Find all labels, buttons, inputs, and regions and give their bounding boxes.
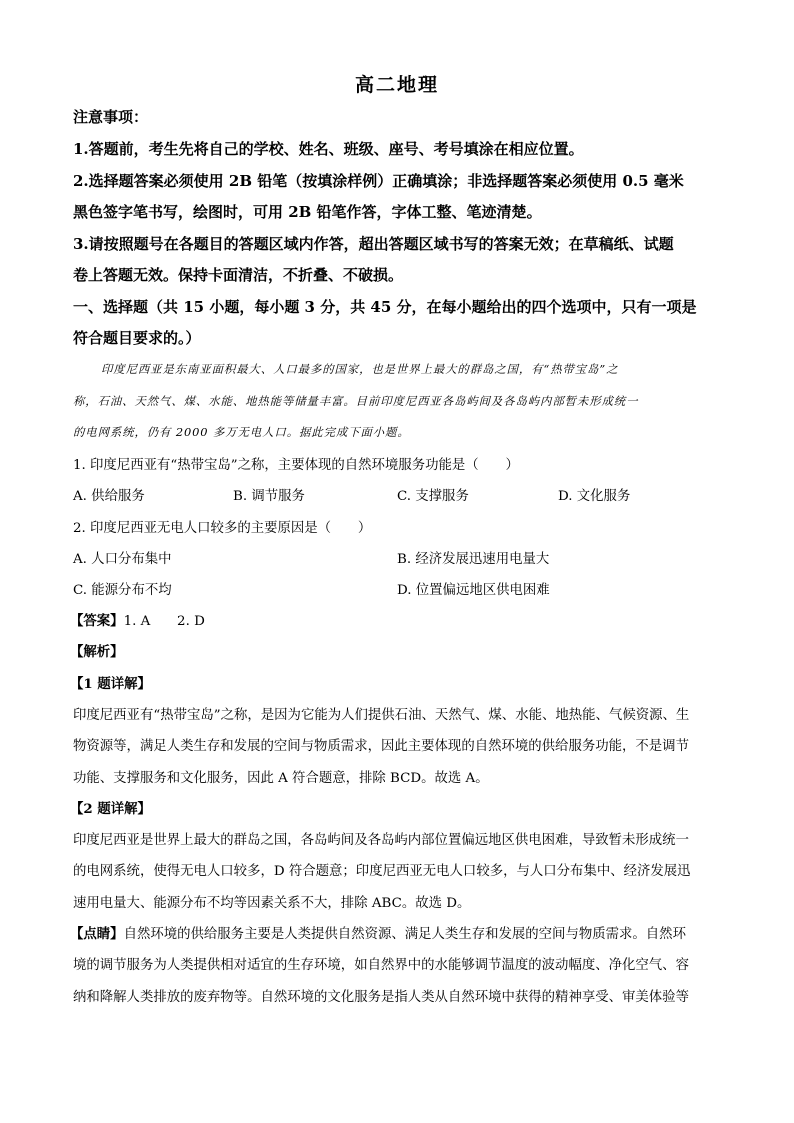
detail-2-label: 【2 题详解】 [70, 801, 151, 817]
pointer-line-3: 纳和降解人类排放的废弃物等。自然环境的文化服务是指人类从自然环境中获得的精神享受、审美体验等 [73, 990, 689, 1005]
q1-option-b: B. 调节服务 [233, 489, 305, 504]
detail-2-line-3: 速用电量大、能源分布不均等因素关系不大，排除 ABC。故选 D。 [73, 896, 471, 911]
q1-option-d: D. 文化服务 [558, 489, 631, 504]
notice-item-1: 1.答题前，考生先将自己的学校、姓名、班级、座号、考号填涂在相应位置。 [73, 140, 584, 158]
notice-item-2-cont: 黑色签字笔书写，绘图时，可用 2B 铅笔作答，字体工整、笔迹清楚。 [73, 203, 542, 221]
passage-line-2: 称，石油、天然气、煤、水能、地热能等储量丰富。目前印度尼西亚各岛屿间及各岛屿内部暂未形成统一 [73, 394, 639, 408]
q1-option-a: A. 供给服务 [73, 489, 145, 504]
page-title: 高二地理 [354, 74, 439, 96]
q1-option-c: C. 支撑服务 [397, 489, 469, 504]
notice-heading: 注意事项： [73, 108, 149, 126]
passage-line-1: 印度尼西亚是东南亚面积最大、人口最多的国家，也是世界上最大的群岛之国，有“热带宝岛”之 [101, 362, 619, 376]
q2-option-d: D. 位置偏远地区供电困难 [397, 583, 550, 598]
pointer-label: 【点睛】 [70, 926, 124, 942]
answer-label: 【答案】 [70, 613, 124, 629]
question-1-stem: 1. 印度尼西亚有“热带宝岛”之称，主要体现的自然环境服务功能是（ ） [73, 458, 519, 473]
q2-option-a: A. 人口分布集中 [73, 552, 172, 567]
detail-1-line-1: 印度尼西亚有“热带宝岛”之称，是因为它能为人们提供石油、天然气、煤、水能、地热能、气候资源、生 [73, 708, 690, 723]
detail-1-line-2: 物资源等，满足人类生存和发展的空间与物质需求，因此主要体现的自然环境的供给服务功能，不是调节 [73, 739, 689, 754]
section-heading: 一、选择题（共 15 小题，每小题 3 分，共 45 分，在每小题给出的四个选项中，只有一项是 [73, 298, 697, 316]
notice-item-3-cont: 卷上答题无效。保持卡面清洁，不折叠、不破损。 [73, 266, 404, 284]
detail-2-line-1: 印度尼西亚是世界上最大的群岛之国，各岛屿间及各岛屿内部位置偏远地区供电困难，导致暂未形成统一 [73, 833, 689, 848]
notice-item-2: 2.选择题答案必须使用 2B 铅笔（按填涂样例）正确填涂；非选择题答案必须使用 0.5 毫米 [73, 172, 684, 190]
detail-1-label: 【1 题详解】 [70, 676, 151, 692]
detail-1-line-3: 功能、支撑服务和文化服务，因此 A 符合题意，排除 BCD。故选 A。 [73, 771, 489, 786]
section-heading-cont: 符合题目要求的。） [73, 329, 201, 347]
notice-item-3: 3.请按照题号在各题目的答题区域内作答，超出答题区域书写的答案无效；在草稿纸、试题 [73, 235, 674, 253]
analysis-label: 【解析】 [70, 644, 124, 660]
question-2-stem: 2. 印度尼西亚无电人口较多的主要原因是（ ） [73, 521, 372, 536]
pointer-line-2: 境的调节服务为人类提供相对适宜的生存环境，如自然界中的水能够调节温度的波动幅度、净化空气、容 [73, 958, 689, 973]
passage-line-3: 的电网系统，仍有 2000 多万无电人口。据此完成下面小题。 [73, 425, 410, 439]
detail-2-line-2: 的电网系统，使得无电人口较多，D 符合题意；印度尼西亚无电人口较多，与人口分布集中、经济发展迅 [73, 864, 691, 879]
answer-text: 1. A 2. D [123, 614, 205, 629]
answer-line [70, 610, 205, 629]
q2-option-b: B. 经济发展迅速用电量大 [397, 552, 550, 567]
pointer-text: 自然环境的供给服务主要是人类提供自然资源、满足人类生存和发展的空间与物质需求。自然环 [123, 927, 686, 942]
q2-option-c: C. 能源分布不均 [73, 583, 172, 598]
pointer-line-1 [70, 923, 686, 942]
